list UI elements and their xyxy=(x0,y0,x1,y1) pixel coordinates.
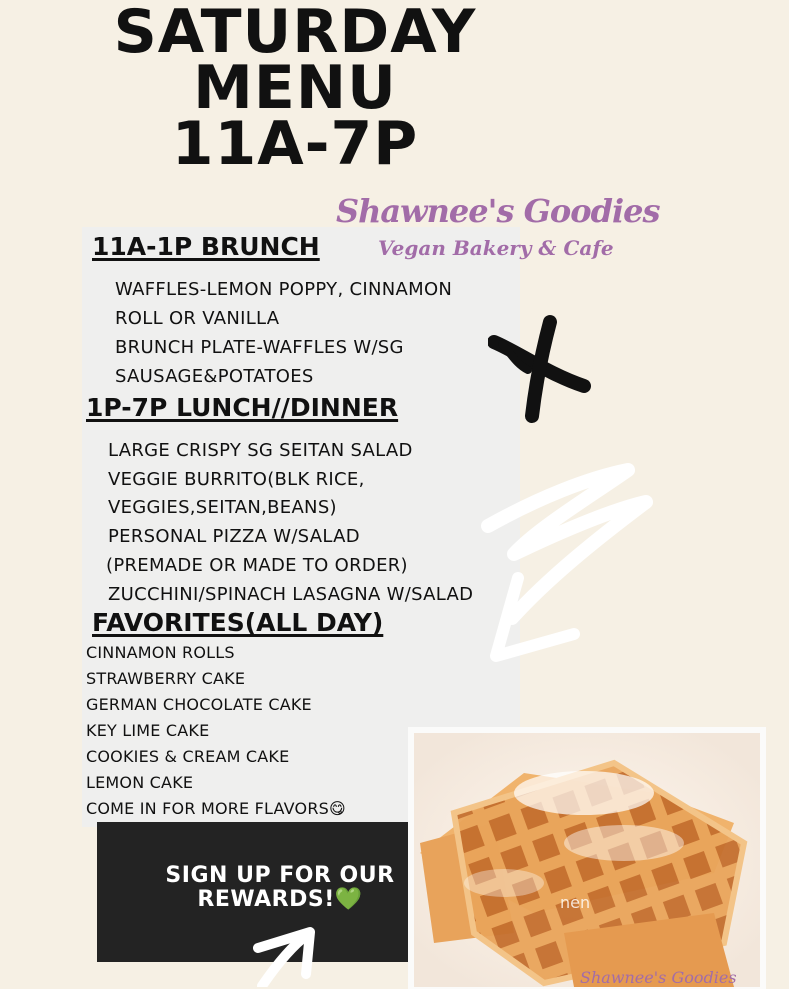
lunch-heading: 1P-7P LUNCH//DINNER xyxy=(86,393,399,422)
lunch-item: (PREMADE OR MADE TO ORDER) xyxy=(106,555,408,576)
photo-signature: Shawnee's Goodies xyxy=(580,968,737,987)
rewards-text xyxy=(150,864,410,912)
favorites-item: GERMAN CHOCOLATE CAKE xyxy=(86,695,312,714)
favorites-item: STRAWBERRY CAKE xyxy=(86,669,246,688)
favorites-heading: FAVORITES(ALL DAY) xyxy=(92,608,384,637)
brunch-item: BRUNCH PLATE-WAFFLES W/SG xyxy=(115,337,404,358)
title-line-hours: 11A-7P xyxy=(171,109,419,179)
title-line-day: SATURDAY xyxy=(113,0,477,67)
lunch-item: ZUCCHINI/SPINACH LASAGNA W/SALAD xyxy=(108,584,474,605)
bakery-logo xyxy=(336,190,660,280)
rewards-line-2: REWARDS!💚 xyxy=(197,887,363,912)
lunch-item: VEGGIES,SEITAN,BEANS) xyxy=(108,497,337,518)
waffle-photo xyxy=(414,733,760,987)
favorites-item: COOKIES & CREAM CAKE xyxy=(86,747,290,766)
favorites-item: KEY LIME CAKE xyxy=(86,721,210,740)
brunch-heading: 11A-1P BRUNCH xyxy=(92,232,320,261)
favorites-item: CINNAMON ROLLS xyxy=(86,643,235,662)
up-arrow-icon xyxy=(232,924,332,987)
brunch-item: ROLL OR VANILLA xyxy=(115,308,280,329)
lunch-item: VEGGIE BURRITO(BLK RICE, xyxy=(108,469,365,490)
photo-watermark: nen xyxy=(560,893,591,912)
brunch-item: WAFFLES-LEMON POPPY, CINNAMON xyxy=(115,279,453,300)
title-line-menu: MENU xyxy=(193,53,397,123)
favorites-item: LEMON CAKE xyxy=(86,773,194,792)
scribble-arrow-icon xyxy=(478,458,658,678)
lunch-item: PERSONAL PIZZA W/SALAD xyxy=(108,526,360,547)
lunch-item: LARGE CRISPY SG SEITAN SALAD xyxy=(108,440,413,461)
brunch-item: SAUSAGE&POTATOES xyxy=(115,366,314,387)
logo-brand: Shawnee's Goodies xyxy=(336,192,660,230)
menu-title xyxy=(60,0,530,179)
rewards-line-1: SIGN UP FOR OUR xyxy=(165,863,395,888)
favorites-item: COME IN FOR MORE FLAVORS😋 xyxy=(86,799,346,818)
x-mark-icon xyxy=(488,312,592,424)
logo-tagline: Vegan Bakery & Cafe xyxy=(378,236,614,260)
